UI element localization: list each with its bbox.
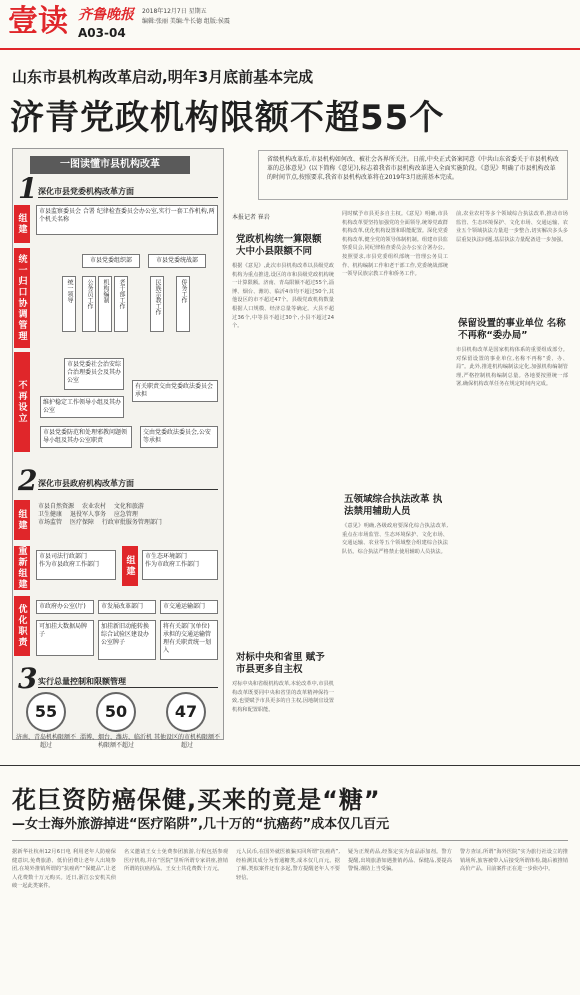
gov-item: 应急管理 xyxy=(113,511,138,518)
uf-item-1: 民族宗教工作 xyxy=(150,276,164,332)
paper-name: 齐鲁晚报 xyxy=(78,7,134,23)
eco-env-sub: 作为市政府工作部门 xyxy=(145,561,200,568)
united-front-box: 市县党委统战部 xyxy=(148,254,206,268)
gov-item: 农业农村 xyxy=(81,503,106,510)
gov-item: 文化和旅游 xyxy=(113,503,144,510)
gov-item: 行政审批服务管理部门 xyxy=(101,519,162,526)
article2-col2: 名义邀请王女士免费参团旅游,行程包括参观医疗机构,并在“医院”里听所谓专家讲座,推销所谓的抗癌药品。王女士共花费数十万元。 xyxy=(124,849,228,873)
article2-col1: 据新华社杭州12月6日电 利用老年人防癌保健意识,免费旅游、低价团费让老年人出境参团,在境外推销所谓的“抗癌药”“保健品”,让老人花费数十万元购买。近日,浙江公安机关侦破一起此类案件。 xyxy=(12,849,116,890)
gov-item: 退役军人事务 xyxy=(69,511,106,518)
not-set-item-1: 市县党委社会治安综合治理委员会及其办公室 xyxy=(64,358,124,390)
subhead-4: 保留设置的事业单位 名称不再称“委办局” xyxy=(458,318,566,341)
optimize-sub-3: 将有关部门(单位)承担的交通运输管理有关职责统一划入 xyxy=(160,620,218,660)
article2-rule xyxy=(12,840,568,841)
subhead-3: 五领域综合执法改革 执法禁用辅助人员 xyxy=(344,494,443,517)
zujian-box: 市县监察委员会 合署 纪律检查委员会办公室,实行一套工作机构,两个机关名称 xyxy=(36,205,218,235)
gov-zujian-list xyxy=(38,503,218,527)
subhead-2: 对标中央和省里 赋予市县更多自主权 xyxy=(236,652,325,675)
not-set-item-4: 市县党委防范和处理邪教问题领导小组及其办公室职责 xyxy=(40,426,132,448)
article1-col1: 根据《意见》,此次市县机构改革以县级党政机构为重点推进,设区的市和县级党政机构统一计算限额。济南、青岛限额不超过55个,淄博、烟台、潍坊、临沂4市均不超过50个,其他设区的市不超过47个。县级党政机构数量根据人口规模、经济总量等确定。大县不超过36个,中等县不超过30个,小县不超过24个。 xyxy=(232,263,334,330)
tag-unify: 统一归口协调管理 xyxy=(14,248,30,348)
section1-title: 深化市县党委机构改革方面 xyxy=(38,187,134,196)
tag-zujian-2: 组建 xyxy=(14,500,30,540)
section3-title: 实行总量控制和限额管理 xyxy=(38,677,126,686)
byline: 本报记者 崔岩 xyxy=(232,214,270,221)
subhead-1: 党政机构统一算限额 大中小县限额不同 xyxy=(236,234,322,257)
optimize-item-3: 市交通运输部门 xyxy=(160,600,218,614)
tag-rebuild: 重新组建 xyxy=(14,546,30,590)
article1-col3b: 市县机构改革是国家机构体系的重要组成部分。对保留设置的事业单位,名称不再称“委、办、局”。此外,推进机构编制法定化,加强机构编制管理,严格控制机构编制总量。各地要按照统一部署,确保机构改革任务在规定时间内完成。 xyxy=(456,347,568,388)
justice-dept-sub: 作为市县政府工作部门 xyxy=(39,561,100,568)
gov-item: 医疗保障 xyxy=(69,519,94,526)
article1-col3: 前,农业农村等多个领域综合执法改革,推动市场监管、生态环境保护、文化市场、交通运输、农业五个领域执法力量进一步整合,切实解决多头多层重复执法问题,基层执法力量配备进一步加强。 xyxy=(456,211,568,243)
article1-col2b: 《意见》明确,各级政府要深化综合执法改革,重点在市场监管、生态环境保护、文化市场、交通运输、农业等五个领域整合组建综合执法队伍。综合执法严格禁止使用辅助人员执法。 xyxy=(342,523,448,555)
org-dept-box: 市县党委组织部 xyxy=(82,254,140,268)
org-item-4: 统一领导 xyxy=(62,276,76,332)
article2-col5: 警方查证,所谓“海外医院”实为旅行社设立的推销场所,旅客被带入后接受所谓体检,随后被推销高价产品。目前案件正在进一步侦办中。 xyxy=(460,849,568,873)
tag-zujian-1: 组建 xyxy=(14,205,30,243)
section1-rule xyxy=(38,197,218,198)
eco-env-box xyxy=(142,550,218,580)
optimize-item-1: 市政府办公室(厅) xyxy=(36,600,94,614)
editors-line: 编辑:张丽 美编:牛长德 组版:侯震 xyxy=(142,18,230,25)
section3-rule xyxy=(38,687,218,688)
tag-optimize: 优化职责 xyxy=(14,596,30,656)
article2-deck: —女士海外旅游掉进“医疗陷阱”,几十万的“抗癌药”成本仅几百元 xyxy=(12,817,390,832)
section2-rule xyxy=(38,489,218,490)
section2-title: 深化市县政府机构改革方面 xyxy=(38,479,134,488)
org-item-1: 公务员工作 xyxy=(82,276,96,332)
intro-box: 省级机构改革后,市县机构如何改、被社会各界所关注。日前,中央正式备案同意《中共山东省委关于市县机构改革的总体意见》(以下简称《意见》),标志着我省市县机构改革进入全面实施阶段。《意见》明确了市县机构改革的时间节点,按照要求,我省市县机构改革将在2019年3月底前基本完成。 xyxy=(258,150,568,200)
section-logo: 壹读 xyxy=(8,4,68,39)
optimize-sub-2: 加挂新旧动能转换综合试验区建设办公室牌子 xyxy=(98,620,156,660)
limit-circle: 55 xyxy=(26,692,66,732)
section2-number: 2 xyxy=(18,464,38,497)
page-number: A03-04 xyxy=(78,26,126,40)
article2-headline: 花巨资防癌保健,买来的竟是“糖” xyxy=(12,786,381,814)
tag-not-set: 不再设立 xyxy=(14,352,30,452)
limit-caption: 济南、青岛机构限额不超过 xyxy=(15,734,76,749)
bottom-rule xyxy=(0,765,580,766)
org-item-3: 老干部工作 xyxy=(114,276,128,332)
masthead-rule xyxy=(0,48,580,50)
issue-date: 2018年12月7日 星期五 xyxy=(142,8,207,15)
article2-col4: 疑为正规药品,经鉴定实为食品添加剂。警方提醒,出境旅游如遇推销药品、保健品,要提高警惕,谨防上当受骗。 xyxy=(348,849,452,873)
tag-rebuild-right: 组建 xyxy=(122,546,138,586)
lead-headline: 济青党政机构限额不超55个 xyxy=(10,98,445,138)
eco-env-label: 市生态环境部门 xyxy=(145,553,188,560)
justice-dept-label: 市县司法行政部门 xyxy=(39,553,88,560)
article1-col1b: 对标中央和省级机构改革,本轮改革中,市县机构改革既要同中央和省里的改革精神保持一致,也要赋予市县更多的自主权,因地制宜设置机构和配置职能。 xyxy=(232,681,334,713)
gov-item: 卫生健康 xyxy=(38,511,63,518)
gov-item: 市县自然资源 xyxy=(38,503,75,510)
lead-kicker: 山东市县机构改革启动,明年3月底前基本完成 xyxy=(12,68,314,86)
optimize-item-2: 市发展改革部门 xyxy=(98,600,156,614)
section1-number: 1 xyxy=(18,172,38,205)
article2-col3: 元人民币,在国外就医被骗买回所谓“抗癌药”,经检测其成分为普通糖类,成本仅几百元。据了解,类似案件还有多起,警方提醒老年人不要轻信。 xyxy=(236,849,340,881)
infographic-title: 一图读懂市县机构改革 xyxy=(30,156,190,174)
limit-circle: 47 xyxy=(166,692,206,732)
section3-number: 3 xyxy=(18,662,38,695)
optimize-sub-1: 可加挂大数据局牌子 xyxy=(36,620,94,656)
uf-item-2: 侨务工作 xyxy=(176,276,190,332)
limit-caption: 淄博、烟台、潍坊、临沂机构限额不超过 xyxy=(80,734,153,749)
not-set-item-2: 维护稳定工作领导小组及其办公室 xyxy=(40,396,124,418)
not-set-item-5: 交由党委政法委员会,公安等承担 xyxy=(140,426,218,448)
org-item-2: 机构编制 xyxy=(98,276,112,332)
justice-dept-box xyxy=(36,550,116,580)
limit-circle: 50 xyxy=(96,692,136,732)
not-set-item-3: 有关职责交由党委政法委员会承担 xyxy=(132,380,218,402)
limit-caption: 其他设区的市机构限额不超过 xyxy=(154,734,221,749)
article1-col2: 同时赋予市县更多自主权。《意见》明确,市县机构改革要坚持加强党的全面领导,统筹党政群机构改革,优化机构设置和职能配置。深化党委机构改革,健全党的领导体制机制。组建市县监察委员会,同纪律检查委员会办公室合署办公。按照要求,市县党委组织部统一管理公务员工作、机构编制工作和老干部工作,党委统战部统一领导民族宗教工作和侨务工作。 xyxy=(342,211,448,278)
gov-item: 市场监管 xyxy=(38,519,63,526)
